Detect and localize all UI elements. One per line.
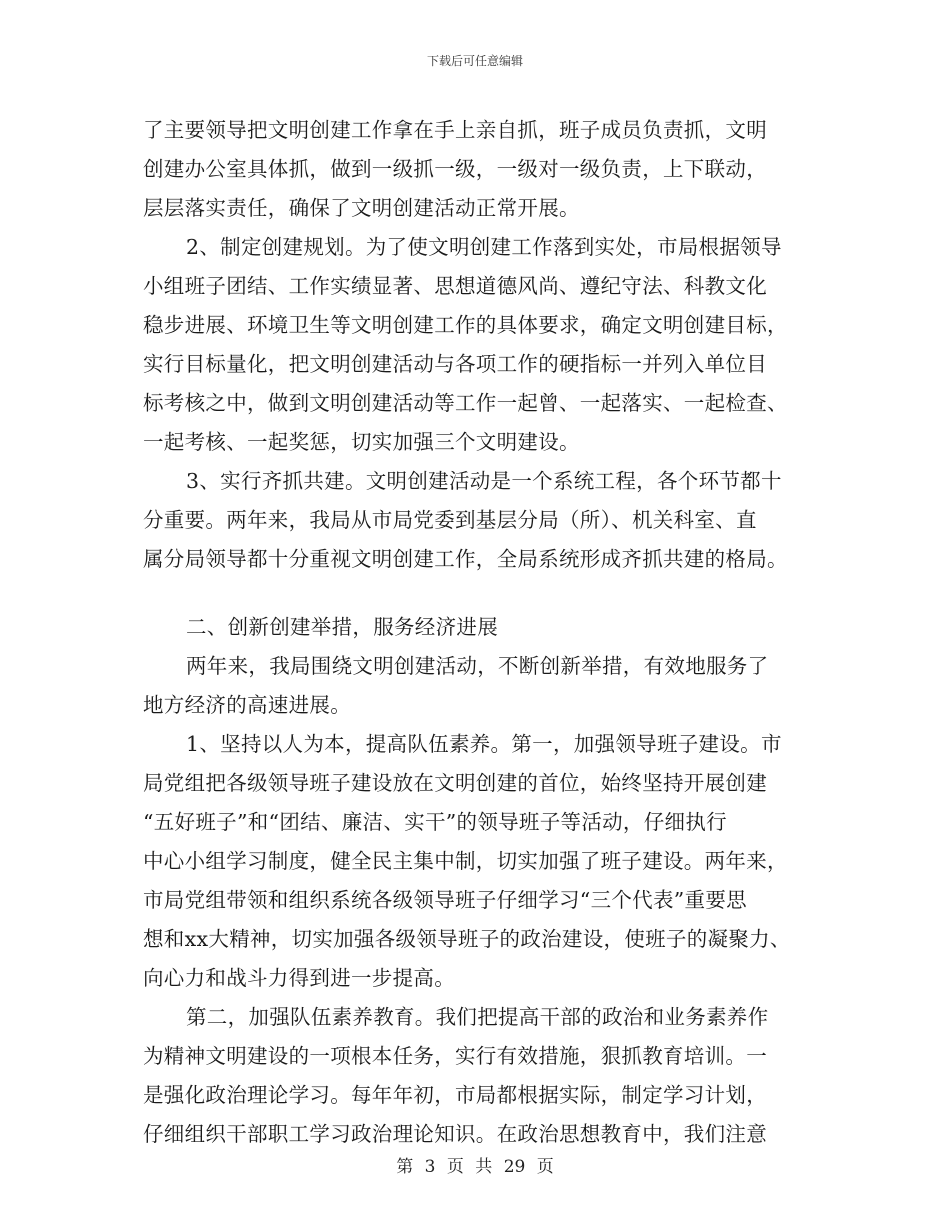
text-line: 是强化政治理论学习。每年年初，市局都根据实际，制定学习计划， [143,1083,767,1107]
text-line: 局党组把各级领导班子建设放在文明创建的首位，始终坚持开展创建 [143,771,767,795]
text-line: 标考核之中，做到文明创建活动等工作一起曾、一起落实、一起检查、 [143,391,788,415]
text-line: 地方经济的高速进展。 [143,693,351,717]
text-line: 1、坚持以人为本，提高队伍素养。第一，加强领导班子建设。市 [186,732,782,756]
text-line: 分重要。两年来，我局从市局党委到基层分局（所）、机关科室、直 [143,508,757,532]
page-header: 下载后可任意编辑 [426,54,523,68]
page-footer: 第 3 页 共 29 页 [396,1157,554,1177]
text-line: 中心小组学习制度，健全民主集中制，切实加强了班子建设。两年来， [143,849,788,873]
text-line: 了主要领导把文明创建工作拿在手上亲自抓，班子成员负责抓，文明 [143,118,767,142]
section-heading: 二、创新创建举措，服务经济进展 [186,615,498,639]
text-line: 小组班子团结、工作实绩显著、思想道德风尚、遵纪守法、科教文化 [143,274,767,298]
text-line: 属分局领导都十分重视文明创建工作，全局系统形成齐抓共建的格局。 [143,547,788,571]
text-line: 2、制定创建规划。为了使文明创建工作落到实处，市局根据领导 [186,235,782,259]
text-line: 创建办公室具体抓，做到一级抓一级，一级对一级负责，上下联动， [143,157,767,181]
text-line: 向心力和战斗力得到进一步提高。 [143,966,455,990]
text-line: 市局党组带领和组织系统各级领导班子仔细学习“三个代表”重要思 [143,888,747,912]
text-line: 3、实行齐抓共建。文明创建活动是一个系统工程，各个环节都十 [186,469,782,493]
text-line: 实行目标量化，把文明创建活动与各项工作的硬指标一并列入单位目 [143,352,767,376]
text-line: 为精神文明建设的一项根本任务，实行有效措施，狠抓教育培训。一 [143,1044,767,1068]
text-line: 稳步进展、环境卫生等文明创建工作的具体要求，确定文明创建目标， [143,313,788,337]
text-line: 仔细组织干部职工学习政治理论知识。在政治思想教育中，我们注意 [143,1122,767,1146]
text-line: 一起考核、一起奖惩，切实加强三个文明建设。 [143,430,580,454]
text-line: 想和xx大精神，切实加强各级领导班子的政治建设，使班子的凝聚力、 [143,927,791,951]
text-line: 两年来，我局围绕文明创建活动，不断创新举措，有效地服务了 [186,654,769,678]
text-line: 层层落实责任，确保了文明创建活动正常开展。 [143,196,580,220]
text-line: “五好班子”和“团结、廉洁、实干”的领导班子等活动，仔细执行 [143,810,727,834]
text-line: 第二，加强队伍素养教育。我们把提高干部的政治和业务素养作 [186,1005,769,1029]
